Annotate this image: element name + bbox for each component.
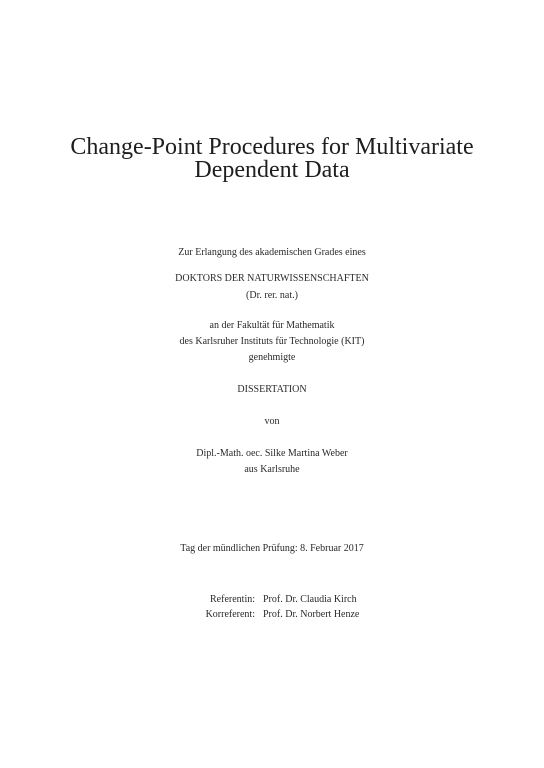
referee-name: Prof. Dr. Claudia Kirch <box>263 594 357 605</box>
referee-name: Prof. Dr. Norbert Henze <box>263 609 360 620</box>
von-label: von <box>264 416 280 427</box>
thesis-title-line-1: Change-Point Procedures for Multivariate <box>70 134 474 160</box>
referee-role: Referentin: <box>210 594 255 605</box>
faculty-line-1: an der Fakultät für Mathematik <box>209 320 335 331</box>
degree-abbreviation: (Dr. rer. nat.) <box>246 290 298 301</box>
faculty-line-2: des Karlsruher Instituts für Technologie (KIT) <box>179 336 365 347</box>
document-type: DISSERTATION <box>237 384 307 395</box>
thesis-title-line-2: Dependent Data <box>194 157 350 183</box>
thesis-title <box>0 136 544 182</box>
author-name: Dipl.-Math. oec. Silke Martina Weber <box>196 448 348 459</box>
degree-name: DOKTORS DER NATURWISSENSCHAFTEN <box>175 273 369 284</box>
referee-row <box>0 592 544 607</box>
referees-block <box>0 592 544 622</box>
exam-date: Tag der mündlichen Prüfung: 8. Februar 2017 <box>180 543 364 554</box>
faculty-line-3: genehmigte <box>248 352 296 363</box>
author-origin: aus Karlsruhe <box>244 464 300 475</box>
degree-purpose: Zur Erlangung des akademischen Grades eines <box>178 247 366 258</box>
referee-row <box>0 607 544 622</box>
referee-role: Korreferent: <box>205 609 255 620</box>
